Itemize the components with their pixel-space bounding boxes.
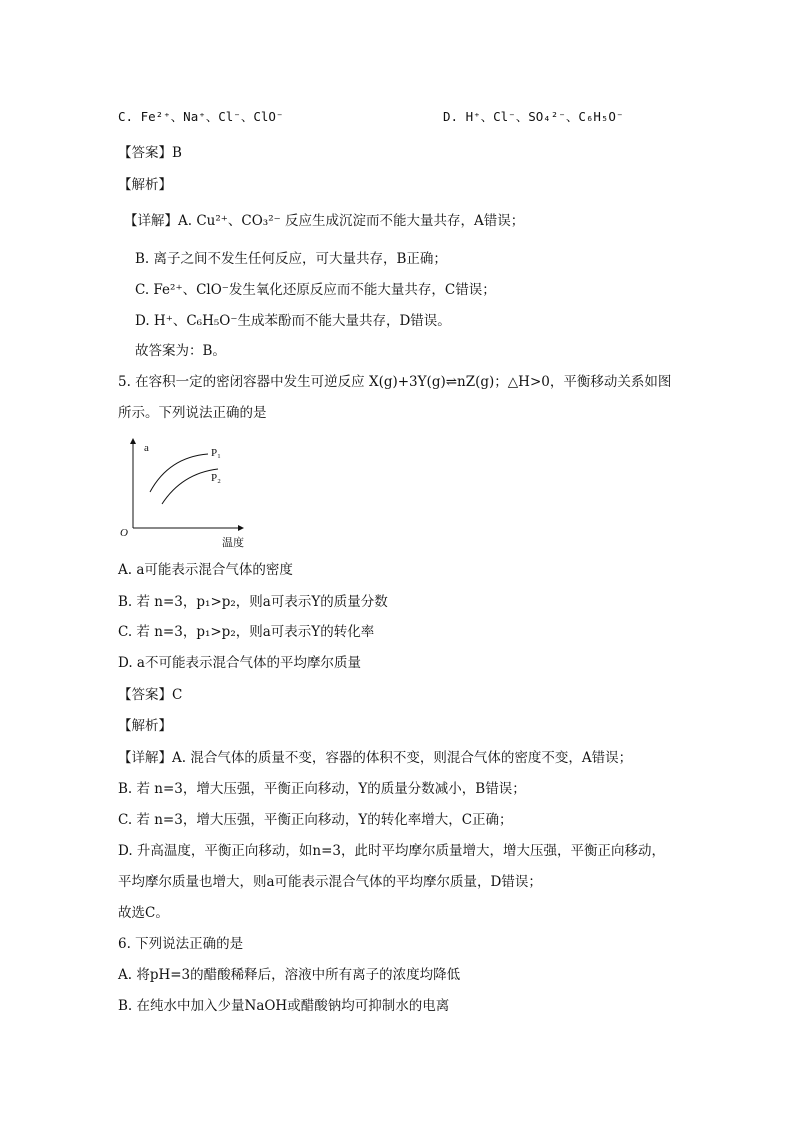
q5-detail-c: C. 若 n=3，增大压强，平衡正向移动，Y的转化率增大，C正确； [118,812,513,828]
q4-conclusion: 故答案为：B。 [135,343,226,359]
curve-p1-label: P₁ [211,447,221,459]
curve-p2 [162,469,218,504]
q4-detail-d: D. H⁺、C₆H₅O⁻生成苯酚而不能大量共存，D错误。 [135,313,451,329]
curve-p2-label: P₂ [211,472,221,484]
q5-option-d: D. a不可能表示混合气体的平均摩尔质量 [118,655,361,671]
q4-detail-a: 【详解】A. Cu²⁺、CO₃²⁻ 反应生成沉淀而不能大量共存，A错误； [124,213,525,229]
y-axis-label: a [144,442,149,454]
q4-analysis-heading: 【解析】 [118,177,172,193]
q4-detail-c: C. Fe²⁺、ClO⁻发生氧化还原反应而不能大量共存，C错误； [135,282,496,298]
q4-detail-b: B. 离子之间不发生任何反应，可大量共存，B正确； [135,251,447,267]
x-axis-label: 温度 [222,537,244,549]
y-axis-arrow [130,438,136,444]
origin-label: O [120,527,128,539]
q5-option-c: C. 若 n=3，p₁>p₂，则a可表示Y的转化率 [118,624,375,640]
q5-conclusion: 故选C。 [118,905,169,921]
q6-stem: 6. 下列说法正确的是 [118,936,244,952]
q5-detail-d-line2: 平均摩尔质量也增大，则a可能表示混合气体的平均摩尔质量，D错误； [118,874,542,890]
q5-answer: 【答案】C [118,687,183,703]
q4-option-d: D. H⁺、Cl⁻、SO₄²⁻、C₆H₅O⁻ [443,109,624,124]
q6-option-b: B. 在纯水中加入少量NaOH或醋酸钠均可抑制水的电离 [118,998,450,1014]
q4-option-c: C. Fe²⁺、Na⁺、Cl⁻、ClO⁻ [118,109,284,124]
q5-analysis-heading: 【解析】 [118,718,172,734]
q5-detail-b: B. 若 n=3，增大压强，平衡正向移动，Y的质量分数减小，B错误； [118,781,526,797]
q5-option-b: B. 若 n=3，p₁>p₂，则a可表示Y的质量分数 [118,594,388,610]
equilibrium-graph [118,438,253,550]
q5-stem-line2: 所示。下列说法正确的是 [118,405,267,421]
q6-option-a: A. 将pH=3的醋酸稀释后，溶液中所有离子的浓度均降低 [118,967,461,983]
q5-detail-a: 【详解】A. 混合气体的质量不变，容器的体积不变，则混合气体的密度不变，A错误； [118,750,633,766]
q5-option-a: A. a可能表示混合气体的密度 [118,562,293,578]
q4-answer: 【答案】B [118,145,182,161]
x-axis-arrow [238,525,244,531]
q5-stem-line1: 5. 在容积一定的密闭容器中发生可逆反应 X(g)+3Y(g)⇌nZ(g)；△H>0，平衡移动关系如图 [118,374,672,390]
q5-detail-d-line1: D. 升高温度，平衡正向移动，如n=3，此时平均摩尔质量增大，增大压强，平衡正向移动， [118,843,666,859]
